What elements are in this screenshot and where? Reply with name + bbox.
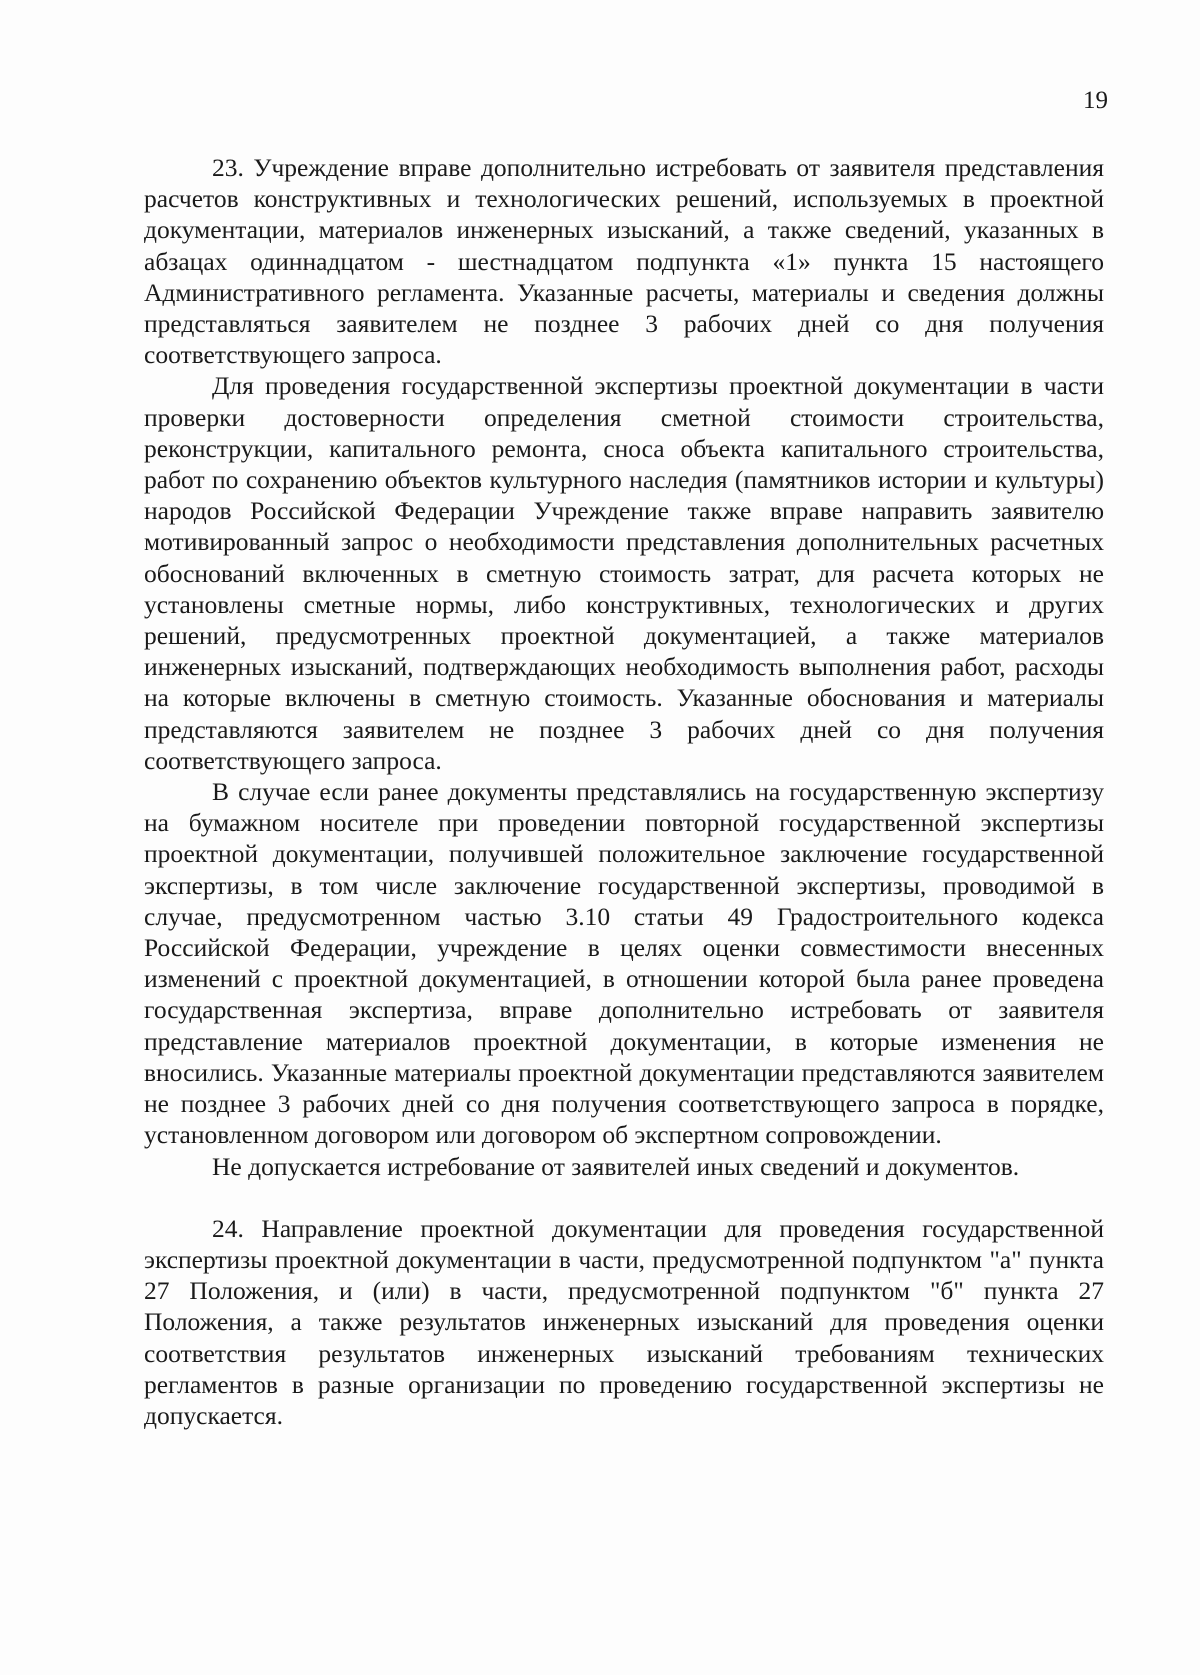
paragraph-24: 24. Направление проектной документации для проведения государственной экспертизы проектной документации в части, предусмотренной подпунктом "а" пункта 27 Положения, и (или) в части, предусмотренной подпунктом "б" пункта 27 Положения, а также результатов инженерных изысканий для проведения оценки соответствия результатов инженерных изысканий требованиям технических регламентов в разные организации по проведению государственной экспертизы не допускается.: [144, 1213, 1104, 1430]
paragraph-prohibition: Не допускается истребование от заявителей иных сведений и документов.: [212, 1151, 1020, 1181]
paragraph-23: 23. Учреждение вправе дополнительно истребовать от заявителя представления расчетов конструктивных и технологических решений, используемых в проектной документации, материалов инженерных изысканий, а также сведений, указанных в абзацах одиннадцатом - шестнадцатом подпункта «1» пункта 15 настоящего Административного регламента. Указанные расчеты, материалы и сведения должны представляться заявителем не позднее 3 рабочих дней со дня получения соответствующего запроса.: [144, 153, 1104, 370]
paragraph-repeat-expertise: В случае если ранее документы представлялись на государственную экспертизу на бумажном носителе при проведении повторной государственной экспертизы проектной документации, получившей положительное заключение государственной экспертизы, в том числе заключение государственной экспертизы, проводимой в случае, предусмотренном частью 3.10 статьи 49 Градостроительного кодекса Российской Федерации, учреждение в целях оценки совместимости внесенных изменений с проектной документацией, в отношении которой была ранее проведена государственная экспертиза, вправе дополнительно истребовать от заявителя представление материалов проектной документации, в которые изменения не вносились. Указанные материалы проектной документации представляются заявителем не позднее 3 рабочих дней со дня получения соответствующего запроса в порядке, установленном договором или договором об экспертном сопровождении.: [144, 777, 1104, 1150]
document-body: [144, 152, 1104, 1431]
paragraph-estimate-check: Для проведения государственной экспертизы проектной документации в части проверки достоверности определения сметной стоимости строительства, реконструкции, капитального ремонта, сноса объекта капитального строительства, работ по сохранению объектов культурного наследия (памятников истории и культуры) народов Российской Федерации Учреждение также вправе направить заявителю мотивированный запрос о необходимости представления дополнительных расчетных обоснований включенных в сметную стоимость затрат, для расчета которых не установлены сметные нормы, либо конструктивных, технологических и других решений, предусмотренных проектной документацией, а также материалов инженерных изысканий, подтверждающих необходимость выполнения работ, расходы на которые включены в сметную стоимость. Указанные обоснования и материалы представляются заявителем не позднее 3 рабочих дней со дня получения соответствующего запроса.: [144, 371, 1104, 775]
page-number: 19: [1083, 87, 1108, 114]
